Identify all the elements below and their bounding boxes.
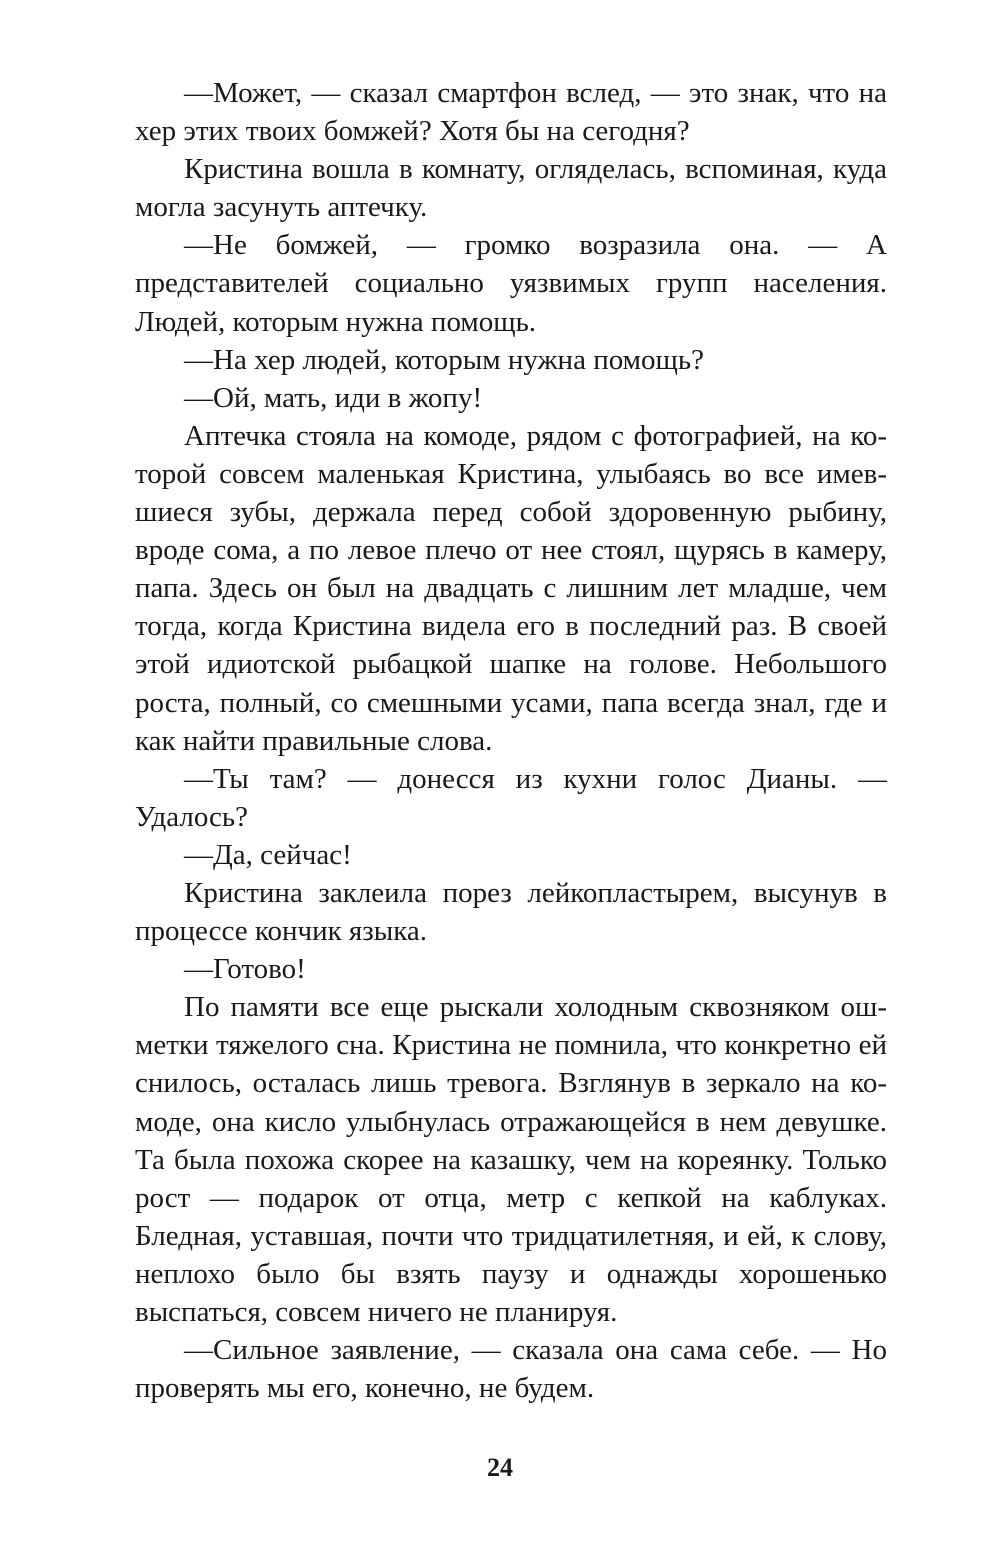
paragraph: —Ты там? — донесся из кухни голос Дианы. — Удалось? [135,762,887,833]
paragraph: —Может, — сказал смартфон вслед, — это знак, что на хер этих твоих бомжей? Хотя бы на сегодня? [135,77,887,148]
paragraph: —Да, сейчас! [184,838,352,871]
paragraph: Кристина вошла в комнату, огляделась, вспоминая, куда могла засунуть аптечку. [135,153,887,224]
paragraph: Аптечка стояла на комоде, рядом с фотографией, на которой совсем маленькая Кристина, улыбаясь во все имевшиеся зубы, держала перед собой здоровенную рыбину, вроде сома, а по левое плечо от нее стоял, щурясь в камеру, папа. Здесь он был на двадцать с лишним лет младше, чем тогда, когда Кристина видела его в последний раз. В своей этой идиотской рыбацкой шапке на голове. Небольшого роста, полный, со смешными усами, папа всегда знал, где и как найти правильные слова. [135,419,887,757]
paragraph: По памяти все еще рыскали холодным сквозняком ошметки тяжелого сна. Кристина не помнила, что конкретно ей снилось, осталась лишь тревога. Взглянув в зеркало на комоде, она кисло улыбнулась отражающейся в нем девушке. Та была похожа скорее на казашку, чем на кореянку. Только рост — подарок от отца, метр с кепкой на каблуках. Бледная, уставшая, почти что тридцатилетняя, и ей, к слову, неплохо было бы взять паузу и однажды хорошенько выспаться, совсем ничего не планируя. [135,991,887,1328]
paragraph: —Готово! [184,953,306,986]
paragraph: Кристина заклеила порез лейкопластырем, высунув в процессе кончик языка. [135,876,887,948]
paragraph: —Ой, мать, иди в жопу! [184,381,483,414]
paragraph: —Сильное заявление, — сказала она сама себе. — Но проверять мы его, конечно, не будем. [135,1334,887,1405]
body-text [135,74,887,1407]
paragraph: —На хер людей, которым нужна помощь? [184,343,704,376]
page-number: 24 [487,1453,513,1482]
paragraph: —Не бомжей, — громко возразила она. — А представителей социально уязвимых групп населения. Людей, которым нужна помощь. [135,229,887,338]
